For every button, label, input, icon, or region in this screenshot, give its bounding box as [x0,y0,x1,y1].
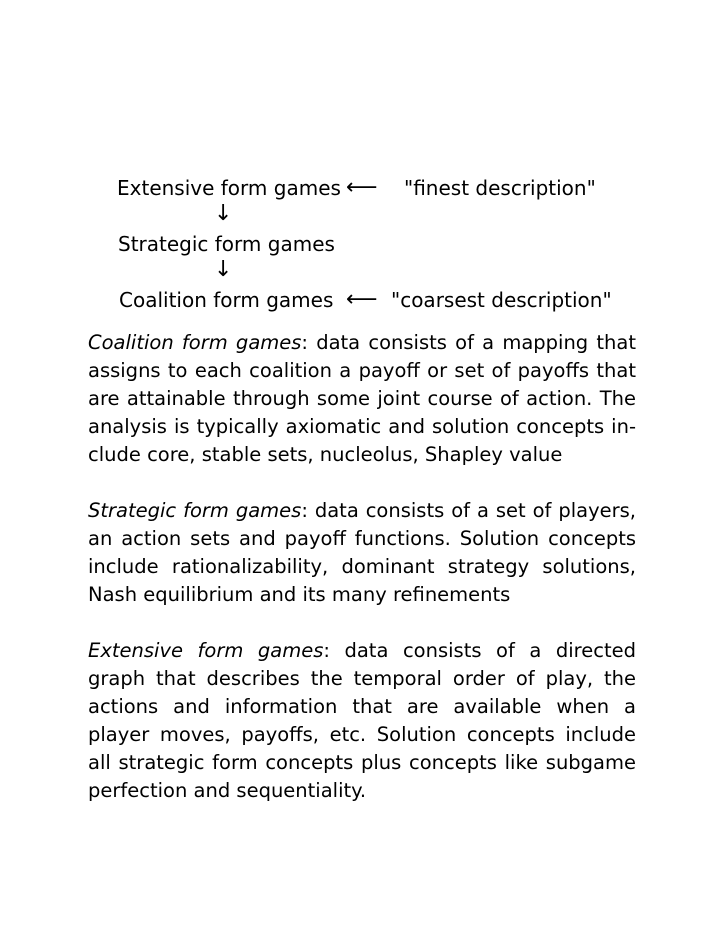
paragraph-term: Extensive form games [88,639,324,662]
finest-description-note: "finest description" [404,176,596,200]
paragraph-text: : data consists of a directed graph that describes the temporal order of play, the actions and information that are available when a player moves, payoffs, etc. Solution concepts include all strategic form concepts plus concepts like subgame perfection and sequentiality. [88,639,636,802]
strategic-form-label: Strategic form games [118,232,335,256]
down-arrow-icon: ↓ [214,257,233,282]
paragraph-text: : data consists of a set of players, an action sets and payoff functions. Solution concepts include rationalizability, dominant strategy solutions, Nash equilibrium and its many refinements [88,499,636,606]
coalition-form-label: Coalition form games [119,288,334,312]
strategic-form-paragraph [88,497,636,609]
coarsest-description-note: "coarsest description" [391,288,612,312]
game-forms-diagram [0,0,720,330]
extensive-form-label: Extensive form games [117,176,341,200]
paragraph-text: : data consists of a mapping that assigns to each coalition a payoff or set of payoffs that are attainable through some joint course of action. The analysis is typically axiomatic and solution concepts include core, stable sets, nucleolus, Shapley value [88,331,636,466]
coalition-form-paragraph [88,329,636,469]
left-arrow-icon: ⟵ [346,175,378,200]
paragraph-term: Coalition form games [88,331,302,354]
paragraph-term: Strategic form games [88,499,302,522]
extensive-form-paragraph [88,637,636,805]
left-arrow-icon: ⟵ [346,287,378,312]
down-arrow-icon: ↓ [214,201,233,226]
